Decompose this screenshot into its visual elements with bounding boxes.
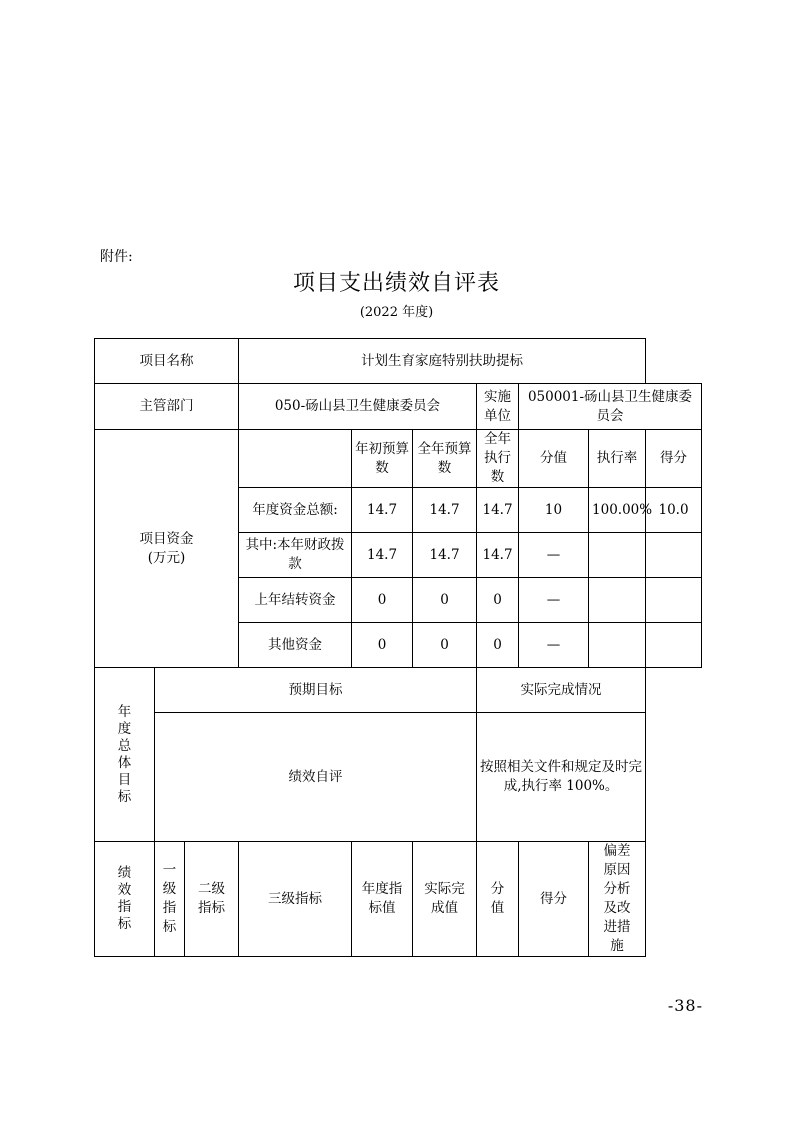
indicator-header-cell: 实际完成值 <box>413 842 477 957</box>
actual-completion-label: 实际完成情况 <box>477 668 646 713</box>
funds-cell: — <box>519 623 589 668</box>
indicator-header-cell: 分值 <box>477 842 519 957</box>
funds-cell: 0 <box>413 578 477 623</box>
funds-cell <box>589 578 646 623</box>
funds-header-cell: 全年执行数 <box>477 430 519 488</box>
dept-label: 主管部门 <box>95 384 239 430</box>
self-evaluation-table <box>94 338 702 957</box>
project-name-label: 项目名称 <box>95 339 239 384</box>
funds-cell: 14.7 <box>413 488 477 533</box>
year-subtitle: (2022 年度) <box>359 305 434 320</box>
page-title: 项目支出绩效自评表 <box>292 271 500 296</box>
attachment-label: 附件: <box>100 249 133 265</box>
funds-cell: 10.0 <box>646 488 702 533</box>
funds-cell: 14.7 <box>352 488 413 533</box>
funds-cell: 0 <box>477 623 519 668</box>
funds-header-cell: 执行率 <box>589 430 646 488</box>
annual-goal-header-row <box>95 668 702 713</box>
funds-cell <box>646 623 702 668</box>
department-row <box>95 384 702 430</box>
funds-row-label: 其中:本年财政拨款 <box>239 533 352 578</box>
indicator-header-cell: 一级指标 <box>155 842 185 957</box>
expected-goal-value: 绩效自评 <box>155 713 477 842</box>
funds-header-cell: 年初预算数 <box>352 430 413 488</box>
impl-unit-value: 050001-砀山县卫生健康委员会 <box>519 384 702 430</box>
funds-cell: 0 <box>477 578 519 623</box>
funds-cell: 100.00% <box>589 488 646 533</box>
funds-header-cell: 分值 <box>519 430 589 488</box>
indicator-header-cell: 三级指标 <box>239 842 352 957</box>
funds-header-cell: 得分 <box>646 430 702 488</box>
dept-value: 050-砀山县卫生健康委员会 <box>239 384 477 430</box>
funds-cell: 10 <box>519 488 589 533</box>
funds-cell: 14.7 <box>477 533 519 578</box>
funds-cell: 14.7 <box>413 533 477 578</box>
funds-cell: — <box>519 533 589 578</box>
indicators-label: 绩效指标 <box>95 842 155 957</box>
funds-header-blank <box>239 430 352 488</box>
funds-cell: 14.7 <box>477 488 519 533</box>
funds-row-label: 其他资金 <box>239 623 352 668</box>
indicator-header-cell: 得分 <box>519 842 589 957</box>
project-name-row <box>95 339 702 384</box>
project-name-value: 计划生育家庭特别扶助提标 <box>239 339 646 384</box>
annual-goal-content-row <box>95 713 702 842</box>
funds-cell <box>646 578 702 623</box>
funds-cell: 14.7 <box>352 533 413 578</box>
funds-cell: 0 <box>352 578 413 623</box>
funds-header-cell: 全年预算数 <box>413 430 477 488</box>
impl-unit-label: 实施单位 <box>477 384 519 430</box>
indicator-header-cell: 二级指标 <box>185 842 239 957</box>
expected-goal-label: 预期目标 <box>155 668 477 713</box>
page-number: -38- <box>667 996 703 1015</box>
indicators-header-row <box>95 842 702 957</box>
funds-header-row <box>95 430 702 488</box>
funds-cell <box>646 533 702 578</box>
indicator-header-cell: 年度指标值 <box>352 842 413 957</box>
funds-cell <box>589 623 646 668</box>
actual-completion-value: 按照相关文件和规定及时完成,执行率 100%。 <box>477 713 646 842</box>
annual-goal-label: 年度总体目标 <box>95 668 155 842</box>
funds-cell: 0 <box>413 623 477 668</box>
funds-cell: 0 <box>352 623 413 668</box>
indicator-header-cell: 偏差原因分析及改进措施 <box>589 842 646 957</box>
funds-cell <box>589 533 646 578</box>
funds-cell: — <box>519 578 589 623</box>
funds-row-label: 年度资金总额: <box>239 488 352 533</box>
funds-label: 项目资金 (万元) <box>95 430 239 668</box>
funds-row-label: 上年结转资金 <box>239 578 352 623</box>
